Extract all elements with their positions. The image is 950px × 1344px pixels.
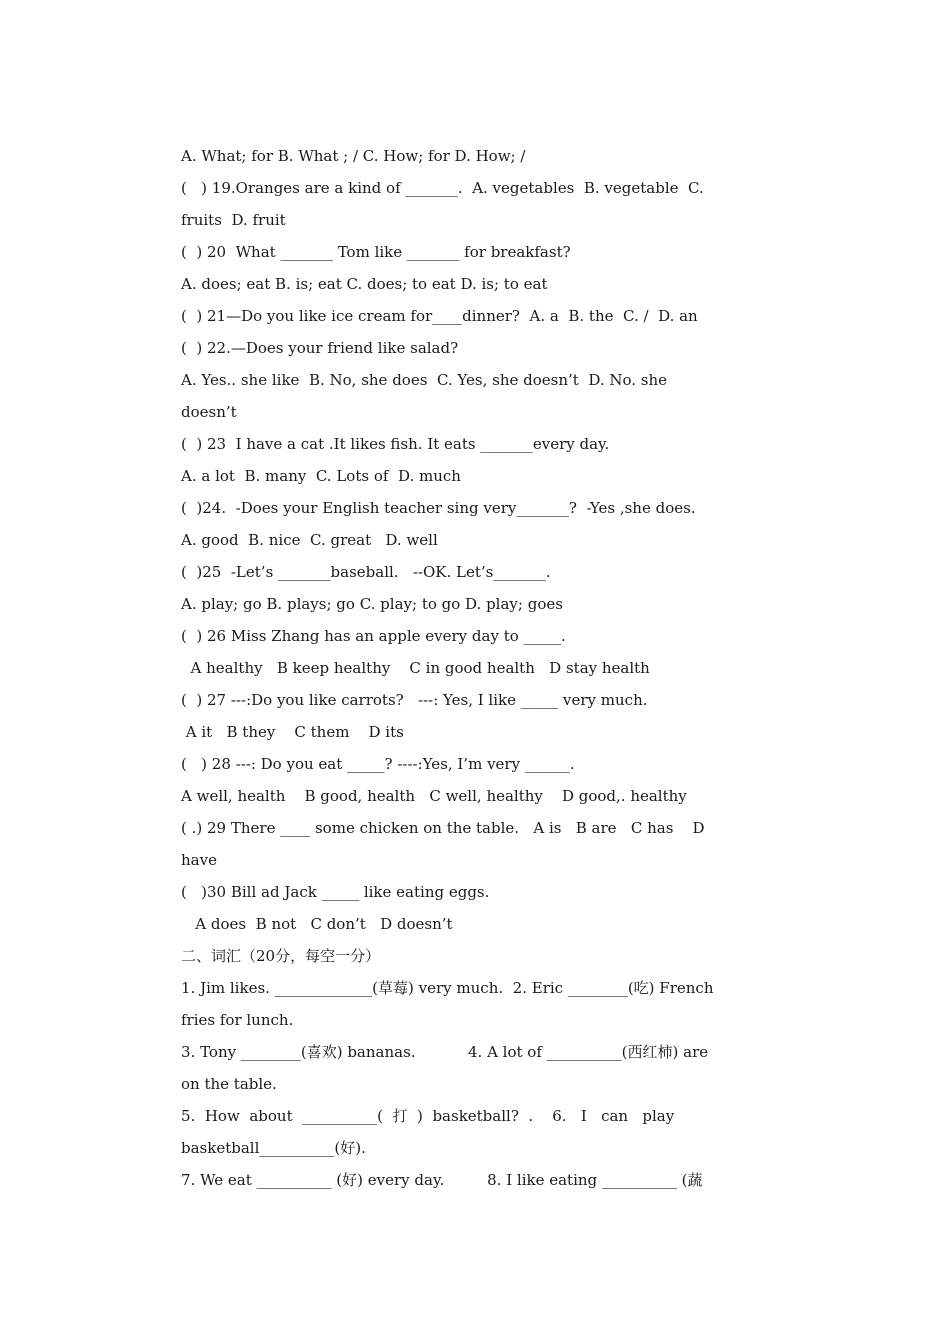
document-page xyxy=(181,140,815,1196)
question-19: ( ) 19.Oranges are a kind of _______. A. vegetables B. vegetable C. xyxy=(181,179,704,197)
question-29: ( .) 29 There ____ some chicken on the table. A is B are C has D xyxy=(181,819,705,837)
options-24: A. good B. nice C. great D. well xyxy=(181,531,438,549)
options-26: A healthy B keep healthy C in good health D stay health xyxy=(181,659,650,677)
text-line: have xyxy=(181,851,217,869)
text-line: doesn’t xyxy=(181,403,237,421)
section-heading-vocabulary: 二、词汇（20分，每空一分） xyxy=(181,947,381,965)
question-21: ( ) 21—Do you like ice cream for____dinner? A. a B. the C. / D. an xyxy=(181,307,698,325)
question-20: ( ) 20 What _______ Tom like _______ for breakfast? xyxy=(181,243,571,261)
question-27: ( ) 27 ---:Do you like carrots? ---: Yes, I like _____ very much. xyxy=(181,691,648,709)
vocab-line: 5. How about __________( 打 ) basketball? . 6. I can play xyxy=(181,1107,675,1125)
question-22: ( ) 22.—Does your friend like salad? xyxy=(181,339,459,357)
question-23: ( ) 23 I have a cat .It likes fish. It eats _______every day. xyxy=(181,435,610,453)
options-30: A does B not C don’t D doesn’t xyxy=(181,915,453,933)
options-27: A it B they C them D its xyxy=(181,723,404,741)
text-line: on the table. xyxy=(181,1075,277,1093)
question-24: ( )24. -Does your English teacher sing very_______? -Yes ,she does. xyxy=(181,499,696,517)
options-23: A. a lot B. many C. Lots of D. much xyxy=(181,467,461,485)
question-28: ( ) 28 ---: Do you eat _____? ----:Yes, I’m very ______. xyxy=(181,755,575,773)
options-28: A well, health B good, health C well, healthy D good,. healthy xyxy=(181,787,687,805)
text-line: fruits D. fruit xyxy=(181,211,286,229)
question-25: ( )25 -Let’s _______baseball. --OK. Let’s_______. xyxy=(181,563,551,581)
vocab-line: 3. Tony ________(喜欢) bananas. 4. A lot of __________(西红柿) are xyxy=(181,1043,709,1061)
text-line: fries for lunch. xyxy=(181,1011,294,1029)
options-20: A. does; eat B. is; eat C. does; to eat D. is; to eat xyxy=(181,275,548,293)
options-22: A. Yes.. she like B. No, she does C. Yes, she doesn’t D. No. she xyxy=(181,371,668,389)
vocab-line: 7. We eat __________ (好) every day. 8. I like eating __________ (蔬 xyxy=(181,1171,703,1189)
question-30: ( )30 Bill ad Jack _____ like eating eggs. xyxy=(181,883,490,901)
options-25: A. play; go B. plays; go C. play; to go D. play; goes xyxy=(181,595,563,613)
text-line: basketball__________(好). xyxy=(181,1139,366,1157)
vocab-line: 1. Jim likes. _____________(草莓) very much. 2. Eric ________(吃) French xyxy=(181,979,714,997)
question-26: ( ) 26 Miss Zhang has an apple every day to _____. xyxy=(181,627,566,645)
text-line: A. What; for B. What ; / C. How; for D. How; / xyxy=(181,147,526,165)
